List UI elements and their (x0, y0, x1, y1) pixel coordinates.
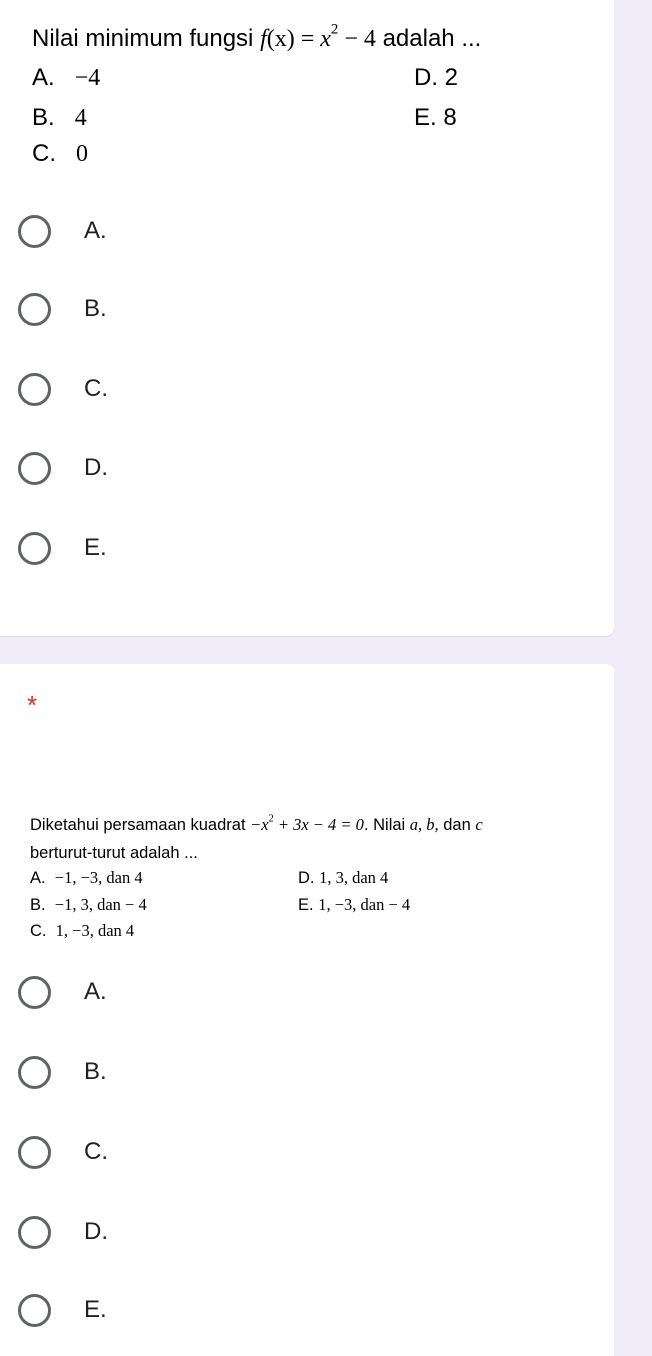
radio-button[interactable] (18, 1136, 51, 1169)
question-1-paren: (x) (266, 26, 295, 52)
radio-button[interactable] (18, 215, 51, 248)
q1-choice-c-value: 0 (76, 141, 89, 167)
question-2-eq-a: −x (250, 815, 269, 834)
q1-choice-b-value: 4 (74, 105, 87, 131)
question-1-prefix: Nilai minimum fungsi (32, 25, 254, 52)
required-asterisk: * (27, 690, 38, 720)
q1-choice-b (32, 104, 87, 132)
q1-choice-e-letter: E. (414, 104, 437, 131)
q2-option-b[interactable] (18, 1050, 318, 1094)
question-1-suffix: adalah ... (375, 25, 482, 52)
question-2-text (30, 815, 483, 835)
q1-choice-b-letter: B. (32, 104, 55, 131)
q1-option-c-label: C. (84, 375, 108, 402)
q1-option-a-label: A. (84, 217, 107, 244)
question-1-x: x (320, 26, 331, 52)
radio-button[interactable] (18, 293, 51, 326)
question-2-line2: berturut-turut adalah ... (30, 844, 198, 862)
question-2-prefix: Diketahui persamaan kuadrat (30, 816, 251, 834)
question-1-fx: f (260, 26, 267, 52)
q1-choice-e-value: 8 (443, 104, 457, 131)
q2-choice-a (30, 868, 143, 888)
q1-choice-c (32, 140, 88, 168)
q2-choice-a-value: −1, −3, dan 4 (54, 868, 143, 887)
q1-option-e-label: E. (84, 534, 107, 561)
q2-option-a-label: A. (84, 978, 107, 1005)
q2-choice-c-letter: C. (30, 922, 47, 940)
q1-option-d-label: D. (84, 454, 108, 481)
radio-button[interactable] (18, 373, 51, 406)
q2-choice-b-letter: B. (30, 896, 46, 914)
question-card-1 (0, 0, 614, 636)
question-2-exp: 2 (268, 813, 274, 825)
q2-choice-d (298, 868, 388, 888)
radio-button[interactable] (18, 1216, 51, 1249)
question-1-exp: 2 (330, 21, 339, 38)
q2-option-c-label: C. (84, 1138, 108, 1165)
q2-option-a[interactable] (18, 970, 318, 1014)
q2-choice-c-value: 1, −3, dan 4 (55, 921, 135, 940)
q2-choice-d-letter: D. (298, 869, 315, 887)
q2-choice-b-value: −1, 3, dan − 4 (54, 895, 147, 914)
q1-choice-c-letter: C. (32, 140, 56, 167)
question-2-abc: a, b, (409, 815, 439, 834)
q1-choice-d-letter: D. (414, 64, 438, 91)
question-1-rest: − 4 (338, 26, 376, 52)
question-2-mid: . Nilai (363, 816, 410, 834)
q1-choice-a-letter: A. (32, 64, 55, 91)
q2-choice-e-letter: E. (298, 896, 314, 914)
q1-option-b-label: B. (84, 295, 107, 322)
q2-choice-e-value: 1, −3, dan − 4 (318, 895, 411, 914)
question-1-text (32, 21, 482, 53)
q2-choice-d-value: 1, 3, dan 4 (319, 868, 389, 887)
q2-option-b-label: B. (84, 1058, 107, 1085)
q1-choice-a-value: −4 (74, 65, 101, 91)
question-2-c: c (475, 815, 483, 834)
q1-choice-a (32, 64, 100, 92)
radio-button[interactable] (18, 976, 51, 1009)
q2-option-e-label: E. (84, 1296, 107, 1323)
q1-choice-d-value: 2 (444, 64, 459, 91)
q1-choice-d (414, 64, 458, 92)
q1-option-e[interactable] (18, 526, 318, 570)
question-2-eq-b: + 3x − 4 = 0 (273, 815, 364, 834)
q2-option-d-label: D. (84, 1218, 108, 1245)
q1-option-a[interactable] (18, 209, 318, 253)
q2-choice-e (298, 895, 410, 915)
radio-button[interactable] (18, 1056, 51, 1089)
q2-choice-a-letter: A. (30, 869, 46, 887)
q1-option-c[interactable] (18, 367, 318, 411)
radio-button[interactable] (18, 452, 51, 485)
q2-choice-c (30, 921, 134, 941)
q1-choice-e (414, 104, 457, 132)
q2-option-d[interactable] (18, 1210, 318, 1254)
radio-button[interactable] (18, 1294, 51, 1327)
q2-option-e[interactable] (18, 1288, 318, 1332)
question-1-eq: = (294, 26, 321, 52)
radio-button[interactable] (18, 532, 51, 565)
q2-choice-b (30, 895, 147, 915)
q1-option-b[interactable] (18, 287, 318, 331)
q1-option-d[interactable] (18, 446, 318, 490)
q2-option-c[interactable] (18, 1130, 318, 1174)
question-2-dan: dan (438, 816, 476, 834)
